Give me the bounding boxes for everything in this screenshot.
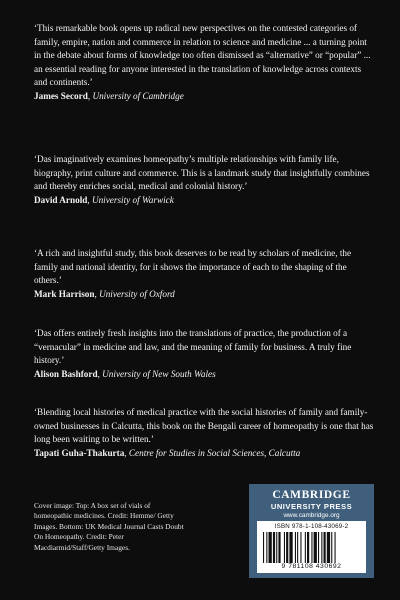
reviewer-name: Alison Bashford xyxy=(34,368,98,379)
publisher-website: www.cambridge.org xyxy=(283,512,340,519)
publisher-name: CAMBRIDGE xyxy=(272,489,351,501)
barcode-bar xyxy=(263,532,264,563)
barcode-icon xyxy=(263,532,360,563)
barcode-panel xyxy=(257,521,366,573)
review-quote xyxy=(34,327,374,381)
barcode-bar xyxy=(278,532,280,563)
review-quote xyxy=(34,22,374,104)
reviewer-affiliation: University of Warwick xyxy=(91,194,174,205)
publisher-press: UNIVERSITY PRESS xyxy=(270,502,353,511)
review-quote xyxy=(34,247,374,301)
review-quote xyxy=(34,153,374,207)
barcode-bar xyxy=(321,532,322,563)
quote-attribution: Mark Harrison, University of Oxford xyxy=(34,288,175,299)
reviewer-name: David Arnold xyxy=(34,194,88,205)
quote-text: ‘Das offers entirely fresh insights into the translations of practice, the production of a “vernacular” in medicine and law, and the meaning of family for business. A truly fine history.’ xyxy=(34,328,352,366)
isbn: ISBN 978-1-108-43069-2 xyxy=(274,523,349,530)
barcode-bar xyxy=(284,532,285,563)
barcode-bar xyxy=(324,532,326,563)
barcode-bar xyxy=(307,532,309,563)
reviewer-name: Mark Harrison xyxy=(34,288,95,299)
cover-image-credits: Cover image: Top: A box set of vials of homeopathic medicines. Credit: Hemme/ Getty Images. Bottom: UK Medical Journal Casts Doubt On Homeopathy. Credit: Peter Macdiarmid/Staff/Getty Images. xyxy=(34,501,184,552)
barcode-bar xyxy=(314,532,317,563)
reviewer-affiliation: University of Oxford xyxy=(99,288,175,299)
quote-text: ‘Das imaginatively examines homeopathy’s multiple relationships with family life, biography, print culture and commerce. This is a landmark study that insightfully combines and thereby enriches social, medical and colonial history.’ xyxy=(34,154,370,192)
reviewer-affiliation: Centre for Studies in Social Sciences, Calcutta xyxy=(128,447,301,458)
quote-attribution: Alison Bashford, University of New South Wales xyxy=(34,368,216,379)
quote-attribution: Tapati Guha-Thakurta, Centre for Studies in Social Sciences, Calcutta xyxy=(34,447,301,458)
reviewer-affiliation: University of New South Wales xyxy=(102,368,216,379)
barcode-bar xyxy=(305,532,306,563)
barcode-bar xyxy=(295,532,296,563)
barcode-bar xyxy=(318,532,319,563)
publisher-box xyxy=(249,484,374,578)
barcode-bar xyxy=(266,532,267,563)
barcode-bar xyxy=(276,532,277,563)
reviewer-affiliation: University of Cambridge xyxy=(92,90,184,101)
quote-attribution: David Arnold, University of Warwick xyxy=(34,194,174,205)
reviewer-name: James Secord xyxy=(34,90,88,101)
barcode-bar xyxy=(269,532,272,563)
barcode-digits: 9 781108 430692 xyxy=(281,563,342,570)
quote-attribution: James Secord, University of Cambridge xyxy=(34,90,184,101)
barcode-bar xyxy=(273,532,275,563)
review-quote xyxy=(34,406,374,460)
barcode-bar xyxy=(286,532,288,563)
barcode-bar xyxy=(331,532,332,563)
quote-text: ‘A rich and insightful study, this book deserves to be read by scholars of medicine, the family and national identity, for it shows the importance of each to the shaping of the others.’ xyxy=(34,248,352,286)
barcode-bar xyxy=(297,532,298,563)
quote-text: ‘This remarkable book opens up radical new perspectives on the contested categories of family, empire, nation and commerce in relation to science and medicine ... a turning point in the debate about forms of knowledge too often dismissed as “alternative” or “popular” ... an essential reading for anyone interested in the translation of knowledge across contexts and continents.’ xyxy=(34,23,371,88)
quote-text: ‘Blending local histories of medical practice with the social histories of family and family-owned businesses in Calcutta, this book on the Bengali career of homeopathy is one that has long been waiting to be written.’ xyxy=(34,407,374,445)
barcode-bar xyxy=(327,532,330,563)
barcode-bar xyxy=(289,532,292,563)
barcode-bar xyxy=(300,532,301,563)
barcode-bar xyxy=(335,532,336,563)
barcode-bar xyxy=(311,532,312,563)
reviewer-name: Tapati Guha-Thakurta xyxy=(34,447,125,458)
